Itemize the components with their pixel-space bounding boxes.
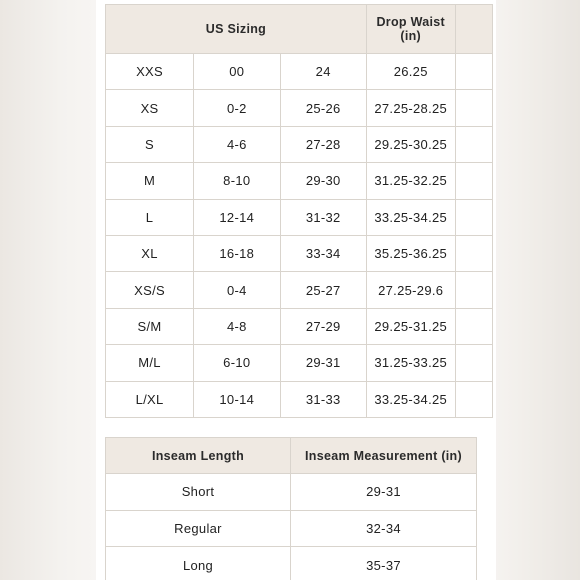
table-cell: 16-18: [194, 235, 280, 271]
table-cell: 29-30: [280, 163, 366, 199]
drop-waist-header-line1: Drop Waist: [376, 15, 445, 29]
table-cell: 33.25-34.25: [366, 381, 455, 417]
table-cell: L/XL: [106, 381, 194, 417]
table-cell: 35.25-36.25: [366, 235, 455, 271]
table-cell: 31-33: [280, 381, 366, 417]
table-cell: L: [106, 199, 194, 235]
clipped-cell: [455, 235, 492, 271]
clipped-cell: [455, 345, 492, 381]
table-cell: 27.25-28.25: [366, 90, 455, 126]
table-cell: 10-14: [194, 381, 280, 417]
table-cell: Short: [106, 474, 291, 511]
table-row: [106, 308, 493, 344]
clipped-cell: [455, 163, 492, 199]
table-cell: 8-10: [194, 163, 280, 199]
clipped-cell: [455, 308, 492, 344]
table-cell: 33.25-34.25: [366, 199, 455, 235]
table-row: [106, 199, 493, 235]
table-cell: 25-27: [280, 272, 366, 308]
table-cell: 0-4: [194, 272, 280, 308]
table-cell: 29-31: [280, 345, 366, 381]
size-chart-table: [105, 4, 493, 418]
table-cell: 27.25-29.6: [366, 272, 455, 308]
table-row: [106, 510, 477, 547]
table-cell: S/M: [106, 308, 194, 344]
table-cell: M/L: [106, 345, 194, 381]
table-cell: M: [106, 163, 194, 199]
clipped-cell: [455, 381, 492, 417]
clipped-cell: [455, 126, 492, 162]
table-cell: 00: [194, 54, 280, 90]
table-cell: 31.25-32.25: [366, 163, 455, 199]
inseam-measurement-header: Inseam Measurement (in): [291, 438, 477, 474]
table-cell: 31-32: [280, 199, 366, 235]
drop-waist-header: [366, 5, 455, 54]
table-cell: 29.25-31.25: [366, 308, 455, 344]
table-cell: 35-37: [291, 547, 477, 580]
table-cell: S: [106, 126, 194, 162]
table-row: [106, 163, 493, 199]
table-row: [106, 272, 493, 308]
table-cell: XXS: [106, 54, 194, 90]
inseam-header-row: [106, 438, 477, 474]
table-cell: 24: [280, 54, 366, 90]
table-cell: 27-29: [280, 308, 366, 344]
size-chart-viewport: [105, 4, 493, 418]
table-row: [106, 126, 493, 162]
size-chart-header-row: [106, 5, 493, 54]
clipped-header-cell: [455, 5, 492, 54]
table-cell: 0-2: [194, 90, 280, 126]
table-row: [106, 54, 493, 90]
clipped-cell: [455, 90, 492, 126]
table-cell: XS/S: [106, 272, 194, 308]
table-cell: 25-26: [280, 90, 366, 126]
table-cell: 27-28: [280, 126, 366, 162]
table-cell: Long: [106, 547, 291, 580]
table-cell: 29-31: [291, 474, 477, 511]
us-sizing-header: US Sizing: [106, 5, 367, 54]
table-cell: 4-8: [194, 308, 280, 344]
inseam-length-header: Inseam Length: [106, 438, 291, 474]
clipped-cell: [455, 54, 492, 90]
table-cell: 32-34: [291, 510, 477, 547]
inseam-body: [106, 474, 477, 580]
table-row: [106, 474, 477, 511]
inseam-table: [105, 437, 477, 580]
table-row: [106, 90, 493, 126]
size-chart-body: [106, 54, 493, 418]
clipped-cell: [455, 272, 492, 308]
drop-waist-header-line2: (in): [400, 29, 422, 43]
table-cell: Regular: [106, 510, 291, 547]
table-cell: 12-14: [194, 199, 280, 235]
table-row: [106, 547, 477, 580]
table-cell: 33-34: [280, 235, 366, 271]
table-row: [106, 345, 493, 381]
table-cell: 31.25-33.25: [366, 345, 455, 381]
table-cell: 6-10: [194, 345, 280, 381]
table-cell: XS: [106, 90, 194, 126]
table-cell: 4-6: [194, 126, 280, 162]
table-row: [106, 235, 493, 271]
table-cell: XL: [106, 235, 194, 271]
clipped-cell: [455, 199, 492, 235]
table-cell: 26.25: [366, 54, 455, 90]
table-row: [106, 381, 493, 417]
table-cell: 29.25-30.25: [366, 126, 455, 162]
